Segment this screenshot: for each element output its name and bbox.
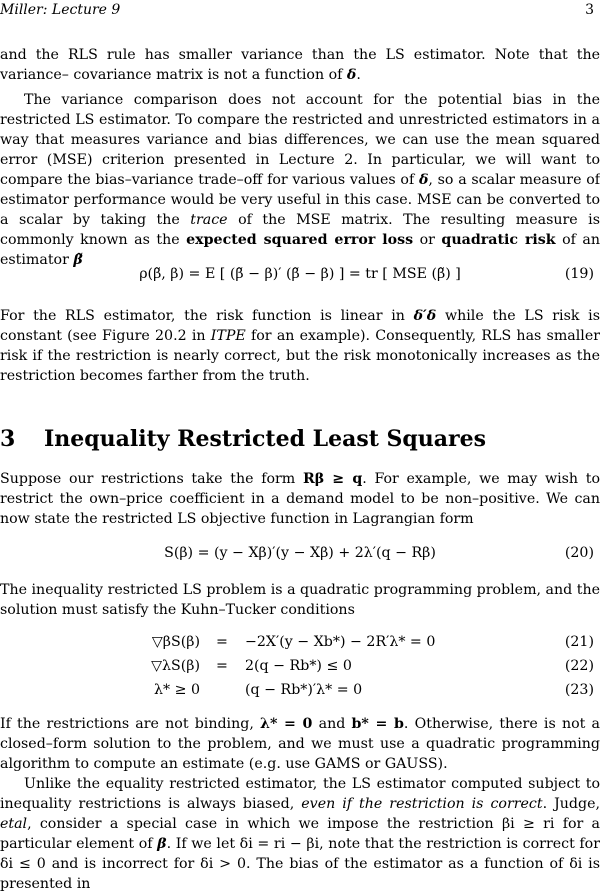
term-trace: trace: [190, 212, 228, 228]
para4-t3: . For example, we may wish to restrict the own–price coefficient in a demand model to be non–positive. We can now state the restricted LS objective function in Lagrangian form: [0, 471, 600, 527]
page-number: 3: [585, 2, 594, 18]
equation-23-rhs: (q − Rb*)′λ* = 0: [245, 682, 363, 698]
equation-21-rhs: −2X′(y − Xb*) − 2R′λ* = 0: [245, 634, 436, 650]
symbol-beta-tilde: β̃: [73, 252, 83, 268]
para7-t3: . Judge,: [542, 796, 600, 812]
section-heading: [0, 424, 486, 454]
running-header: [0, 0, 600, 22]
equation-19-number: (19): [564, 266, 594, 282]
para1-end: .: [356, 67, 361, 83]
book-itpe: ITPE: [210, 328, 246, 344]
citation-etal: etal: [0, 816, 28, 832]
equation-21-rel: =: [216, 634, 228, 650]
symbol-delta: δ: [418, 172, 429, 188]
restriction-inequality: Rβ ≥ q: [302, 471, 363, 487]
paragraph-kuhn-tucker: [0, 580, 600, 620]
equation-21-lhs: ▽βS(β): [151, 634, 200, 650]
equation-21-number: (21): [564, 634, 594, 650]
para2-t9: of an estimator: [0, 232, 600, 268]
equation-22-rhs: 2(q − Rb*) ≤ 0: [245, 658, 352, 674]
equation-23: [0, 680, 600, 700]
para6-t5: . Otherwise, there is not a closed–form solution to the problem, and we must use a quadratic programming algorithm to compute an estimate (e.g. use GAMS or GAUSS).: [0, 716, 600, 772]
equation-20-number: (20): [564, 545, 594, 561]
para1-text: covariance matrix is not a function of: [73, 67, 347, 83]
term-expected-loss: expected squared error loss: [186, 232, 414, 248]
symbol-delta-prime-delta: δ′δ: [413, 308, 437, 324]
para3-t5: for an example). Consequently, RLS has smaller risk if the restriction is nearly correct, but the risk monotonically increases as the restriction becomes farther from the truth.: [0, 328, 600, 384]
para5-t1: The inequality restricted LS problem is a quadratic programming problem, and the solution must satisfy the Kuhn–Tucker conditions: [0, 582, 600, 618]
para3-t3: while the LS risk is constant (see Figure 20.2 in: [0, 308, 600, 344]
equation-20: [0, 543, 600, 563]
condition-lambda: λ* = 0: [260, 716, 313, 732]
condition-b: b* = b: [351, 716, 404, 732]
equation-19: [0, 256, 600, 294]
para7-t1: Unlike the equality restricted estimator, the LS estimator computed subject to inequality restrictions is always biased,: [0, 776, 600, 812]
para1-line1: and the RLS rule has smaller variance than the LS estimator. Note that the variance–: [0, 47, 600, 83]
header-title: Miller: Lecture 9: [0, 2, 121, 18]
para7-t5: , consider a special case in which we impose the restriction βi ≥ ri for a particular element of: [0, 816, 600, 852]
equation-23-number: (23): [564, 682, 594, 698]
para7-t7: . If we let δi = ri − βi, note that the restriction is correct for δi ≤ 0 and is incorrect for δi > 0. The bias of the estimator as a function of δi is presented in: [0, 836, 600, 892]
paragraph-restrictions: [0, 469, 600, 529]
section-number: 3: [0, 426, 16, 452]
symbol-delta: δ: [346, 67, 357, 83]
emphasis-restriction-correct: even if the restriction is correct: [301, 796, 543, 812]
equation-23-lhs: λ* ≥ 0: [153, 682, 200, 698]
para3-t1: For the RLS estimator, the risk function is linear in: [0, 308, 414, 324]
para2-t1: The variance comparison does not account for the potential bias in the restricted LS estimator. To compare the restricted and unrestricted estimators in a way that measures variance and bias differences, we can use the mean squared error (MSE) criterion presented in Lecture 2. In particular, we will want to compare the bias–variance trade–off for various values of: [0, 92, 600, 188]
equation-19-body: ρ(β̃, β) = E [ (β̃ − β)′ (β̃ − β) ] = tr [ MSE (β̃) ]: [139, 266, 461, 282]
equation-22: [0, 656, 600, 676]
para2-t5: of the MSE matrix. The resulting measure is commonly known as the: [0, 212, 600, 248]
para2-t7: or: [413, 232, 442, 248]
para6-t1: If the restrictions are not binding,: [0, 716, 261, 732]
equation-22-lhs: ▽λS(β): [151, 658, 200, 674]
equation-20-body: S(β) = (y − Xβ)′(y − Xβ) + 2λ′(q − Rβ): [164, 545, 436, 561]
paragraph-variance-note: [0, 45, 600, 85]
para4-t1: Suppose our restrictions take the form: [0, 471, 303, 487]
term-quadratic-risk: quadratic risk: [441, 232, 556, 248]
paragraph-bias: [0, 774, 600, 894]
paragraph-binding: [0, 714, 600, 774]
equation-22-rel: =: [216, 658, 228, 674]
equation-22-number: (22): [564, 658, 594, 674]
paragraph-risk: [0, 306, 600, 386]
equation-21: [0, 632, 600, 652]
symbol-beta: β: [157, 836, 167, 852]
para2-t3: , so a scalar measure of estimator performance would be very useful in this case. MSE can be converted to a scalar by taking the: [0, 172, 600, 228]
section-title: Inequality Restricted Least Squares: [44, 426, 487, 452]
paragraph-mse: [0, 90, 600, 270]
para6-t3: and: [312, 716, 352, 732]
